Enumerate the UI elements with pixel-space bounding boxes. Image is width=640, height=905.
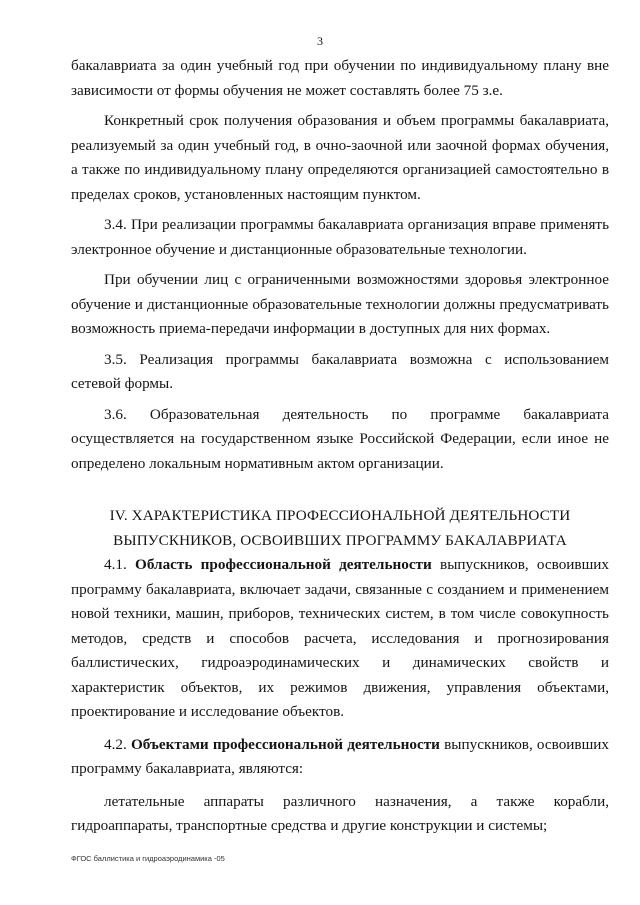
paragraph-continuation: бакалавриата за один учебный год при обучении по индивидуальному плану вне зависимости от формы обучения не может составлять более 75 з.е. (71, 57, 609, 99)
clause-term: Область профессиональной деятельности (135, 556, 432, 573)
clause-text: выпускников, освоивших программу бакалавриата, являются: (71, 735, 610, 777)
clause-number: 4.1. (104, 556, 127, 573)
section-heading-line-1: IV. ХАРАКТЕРИСТИКА ПРОФЕССИОНАЛЬНОЙ ДЕЯТЕЛЬНОСТИ (109, 507, 571, 524)
clause-term: Объектами профессиональной деятельности (130, 735, 440, 753)
paragraph-term-specifics: Конкретный срок получения образования и объем программы бакалавриата, реализуемый за один учебный год, в очно-заочной или заочной формах обучения, а также по индивидуальному плану определяются организацией самостоятельно в пределах сроков, установленных настоящим пунктом. (71, 112, 609, 203)
clause-text: выпускников, освоивших программу бакалавриата, включает задачи, связанные с созданием и применением новой техники, машин, приборов, технических систем, в том числе совокупность методов, средств и способов расчета, исследования и прогнозирования баллистических, гидроаэродинамических и динамических свойств и характеристик объектов, их режимов движения, управления объектами, проектирование и исследование объектов. (71, 556, 610, 720)
page-number: 3 (317, 34, 323, 48)
list-item: летательные аппараты различного назначения, а также корабли, гидроаппараты, транспортные средства и другие конструкции и системы; (71, 792, 609, 834)
paragraph-4-1 (71, 553, 609, 725)
section-heading (71, 504, 609, 553)
clause-number: 4.2. (104, 735, 127, 753)
paragraph-3-6: 3.6. Образовательная деятельность по программе бакалавриата осуществляется на государственном языке Российской Федерации, если иное не определено локальным нормативным актом организации. (71, 405, 609, 472)
paragraph-4-2 (71, 733, 609, 782)
paragraph-3-4: 3.4. При реализации программы бакалавриата организация вправе применять электронное обучение и дистанционные образовательные технологии. (71, 216, 609, 258)
document-footer: ФГОС баллистика и гидроаэродинамика -05 (71, 854, 225, 863)
document-body (71, 54, 609, 839)
paragraph-3-5: 3.5. Реализация программы бакалавриата возможна с использованием сетевой формы. (71, 350, 609, 392)
paragraph-disabilities: При обучении лиц с ограниченными возможностями здоровья электронное обучение и дистанционные образовательные технологии должны предусматривать возможность приема-передачи информации в доступных для них формах. (71, 271, 609, 337)
section-heading-line-2: ВЫПУСКНИКОВ, ОСВОИВШИХ ПРОГРАММУ БАКАЛАВРИАТА (113, 531, 567, 549)
